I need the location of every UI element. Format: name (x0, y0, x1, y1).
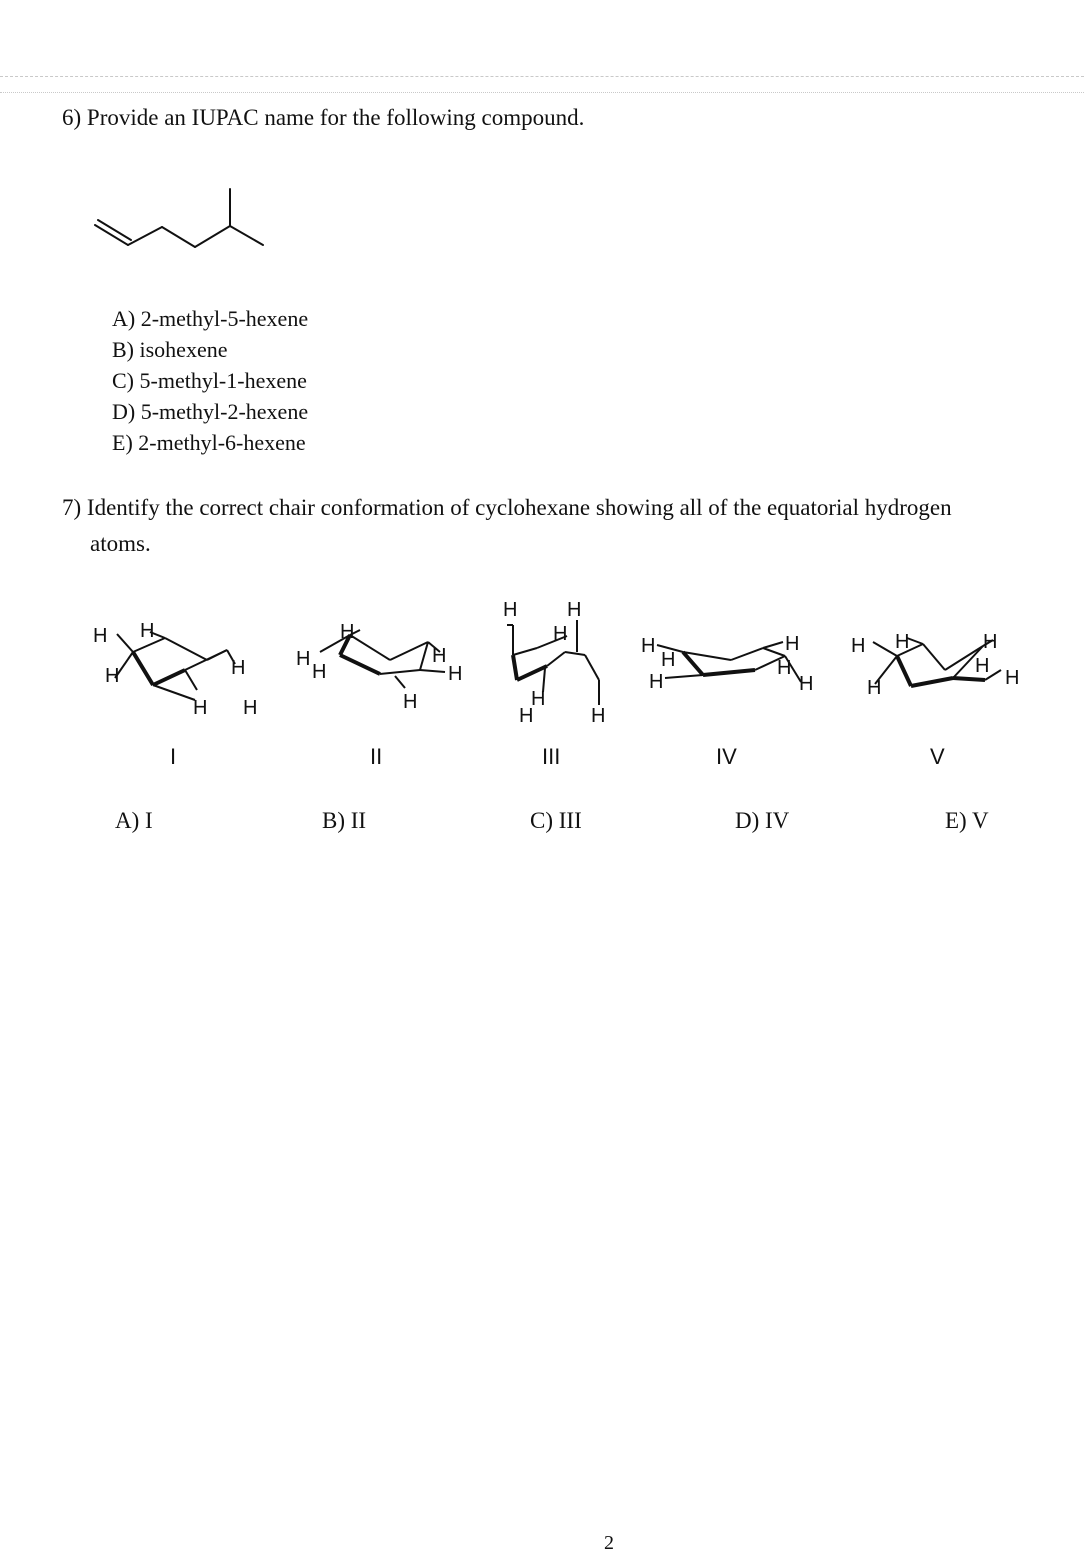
choice-6c[interactable]: C) 5-methyl-1-hexene (112, 368, 307, 393)
question-6-prompt: 6) Provide an IUPAC name for the following compound. (62, 105, 585, 130)
atom-label: H (1005, 667, 1020, 689)
atom-label: H (403, 691, 418, 713)
chair-conformation-2-icon (290, 590, 480, 725)
choice-6a[interactable]: A) 2-methyl-5-hexene (112, 306, 309, 331)
atom-label: H (553, 623, 568, 645)
atom-label: H (243, 697, 258, 719)
atom-label: H (983, 631, 998, 653)
atom-label: H (340, 621, 355, 643)
choice-7a[interactable]: A) I (115, 808, 153, 833)
atom-label: H (975, 655, 990, 677)
atom-label: H (785, 633, 800, 655)
atom-label: H (641, 635, 656, 657)
scan-artifact-line (0, 76, 1084, 77)
question-7-prompt (62, 490, 1037, 562)
atom-label: H (105, 665, 120, 687)
atom-label: H (895, 631, 910, 653)
atom-label: H (432, 645, 447, 667)
atom-label: H (193, 697, 208, 719)
atom-label: H (567, 599, 582, 621)
atom-label: H (93, 625, 108, 647)
choice-7e[interactable]: E) V (945, 808, 989, 833)
atom-label: H (867, 677, 882, 699)
question-6-choices (112, 303, 308, 458)
figure-label-5: V (930, 744, 945, 769)
figure-label-4: IV (716, 744, 737, 769)
choice-6e[interactable]: E) 2-methyl-6-hexene (112, 430, 306, 455)
atom-label: H (140, 620, 155, 642)
atom-label: H (503, 599, 518, 621)
chair-conformation-1-icon (85, 590, 265, 725)
chair-conformation-4-icon (635, 590, 830, 710)
choice-7b[interactable]: B) II (322, 808, 367, 833)
choice-6b[interactable]: B) isohexene (112, 337, 228, 362)
figure-label-1: I (170, 744, 177, 769)
atom-label: H (799, 673, 814, 695)
atom-label: H (531, 688, 546, 710)
atom-label: H (519, 705, 534, 727)
scan-artifact-line (0, 92, 1084, 93)
figure-label-2: II (370, 744, 383, 769)
atom-label: H (649, 671, 664, 693)
choice-7d[interactable]: D) IV (735, 808, 790, 833)
atom-label: H (231, 657, 246, 679)
skeletal-formula-icon (90, 185, 280, 265)
atom-label: H (777, 657, 792, 679)
question-7-line-1: 7) Identify the correct chair conformation of cyclohexane showing all of the equatorial hydrogen (62, 495, 952, 520)
chair-conformation-5-icon (845, 590, 1035, 710)
page-number: 2 (604, 1532, 614, 1554)
figure-label-3: III (542, 744, 561, 769)
atom-label: H (448, 663, 463, 685)
atom-label: H (296, 648, 311, 670)
atom-label: H (851, 635, 866, 657)
atom-label: H (661, 649, 676, 671)
choice-6d[interactable]: D) 5-methyl-2-hexene (112, 399, 309, 424)
chair-conformation-3-icon (495, 590, 625, 735)
atom-label: H (312, 661, 327, 683)
atom-label: H (591, 705, 606, 727)
question-7-line-2: atoms. (90, 531, 151, 556)
choice-7c[interactable]: C) III (530, 808, 582, 833)
